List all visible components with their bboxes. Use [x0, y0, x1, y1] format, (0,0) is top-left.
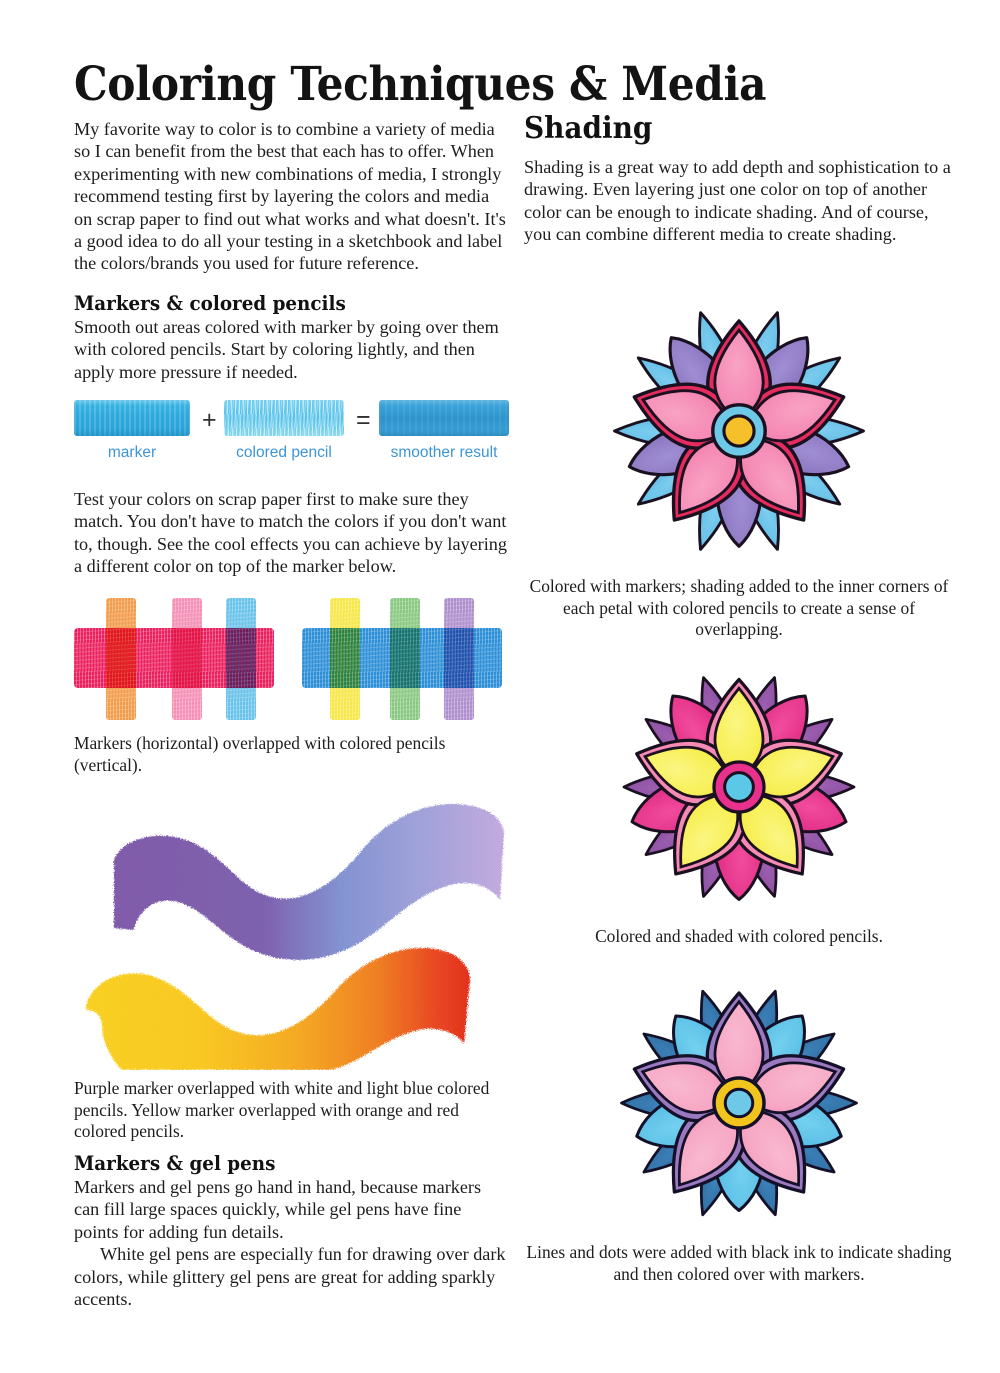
swatch-marker-box — [74, 400, 190, 436]
flower-1-caption: Colored with markers; shading added to the inner corners of each petal with colored pencils to create a sense of overlapping. — [529, 576, 949, 639]
pencil-vertical-stroke — [444, 598, 474, 720]
swatch-smoother-result-box — [379, 400, 509, 436]
plus-operator: + — [202, 406, 217, 434]
flower-center — [714, 1078, 764, 1128]
equals-operator: = — [356, 406, 371, 434]
wave-demo — [62, 788, 522, 1070]
swatch-marker-label: marker — [107, 444, 157, 461]
flower-1-block — [524, 300, 954, 641]
page-title: Coloring Techniques & Media — [74, 57, 767, 113]
crosshatch-grid-left — [74, 598, 274, 720]
pencil-vertical-stroke — [172, 598, 202, 720]
markers-pencils-section — [74, 292, 510, 383]
swatch-smoother-result — [379, 400, 509, 462]
markers-gelpens-section — [74, 1152, 510, 1310]
swatch-colored-pencil-label: colored pencil — [236, 444, 332, 461]
pencil-vertical-stroke — [330, 598, 360, 720]
test-colors-section — [74, 488, 514, 578]
pencil-vertical-stroke — [390, 598, 420, 720]
shading-body: Shading is a great way to add depth and sophistication to a drawing. Even layering just one color on top of another color can be enough to indicate shading. And of course, you can combine different media to create shading. — [524, 157, 951, 245]
markers-pencils-body: Smooth out areas colored with marker by going over them with colored pencils. Start by coloring lightly, and then apply more pressure if needed. — [74, 317, 499, 382]
test-colors-body: Test your colors on scrap paper first to make sure they match. You don't have to match the colors if you don't want to, though. See the cool effects you can achieve by layering a different color on top of the marker below. — [74, 489, 507, 577]
markers-gelpens-heading: Markers & gel pens — [74, 1152, 276, 1175]
swatch-colored-pencil — [224, 400, 344, 462]
crosshatch-grid-right — [302, 598, 502, 720]
right-column — [524, 112, 954, 246]
crosshatch-caption: Markers (horizontal) overlapped with colored pencils (vertical). — [74, 733, 446, 775]
pencil-vertical-stroke — [106, 598, 136, 720]
swatch-marker — [74, 400, 190, 462]
shading-heading: Shading — [524, 111, 653, 146]
flower-3-caption: Lines and dots were added with black ink to indicate shading and then colored over with markers. — [526, 1242, 952, 1284]
markers-gelpens-body-1: Markers and gel pens go hand in hand, because markers can fill large spaces quickly, while gel pens have fine points for adding fun details. — [74, 1177, 482, 1242]
flower-2-block — [524, 662, 954, 948]
markers-pencils-heading: Markers & colored pencils — [74, 292, 346, 315]
crosshatch-demo — [74, 598, 514, 720]
flower-markers-pencil-shading-icon — [608, 300, 870, 562]
markers-gelpens-body-2: White gel pens are especially fun for drawing over dark colors, while glittery gel pens are great for adding sparkly accents. — [74, 1244, 506, 1310]
wave-strokes-svg — [62, 788, 522, 1070]
yellow-orange-wave-stroke — [86, 948, 470, 1070]
pencil-vertical-stroke — [226, 598, 256, 720]
flower-black-ink-lines-dots-icon — [614, 978, 864, 1228]
flower-center — [713, 405, 765, 457]
flower-colored-pencils-icon — [614, 662, 864, 912]
purple-wave-stroke — [114, 804, 504, 960]
intro-paragraph: My favorite way to color is to combine a variety of media so I can benefit from the best that each has to offer. When experimenting with new combinations of media, I strongly recommend testing first by layering the colors and media on scrap paper to find out what works and what doesn't. It's a good idea to do all your testing in a sketchbook and label the colors/brands you used for future reference. — [74, 119, 506, 274]
swatch-demo — [74, 400, 510, 475]
swatch-smoother-result-label: smoother result — [390, 444, 498, 461]
wave-caption-wrap — [74, 1078, 514, 1143]
left-column — [74, 118, 506, 275]
wave-caption: Purple marker overlapped with white and light blue colored pencils. Yellow marker overlapped with orange and red colored pencils. — [74, 1078, 490, 1141]
crosshatch-caption-wrap — [74, 733, 494, 776]
swatch-colored-pencil-box — [224, 400, 344, 436]
flower-2-caption: Colored and shaded with colored pencils. — [595, 926, 883, 946]
flower-3-block — [524, 978, 954, 1285]
flower-center — [714, 762, 764, 812]
